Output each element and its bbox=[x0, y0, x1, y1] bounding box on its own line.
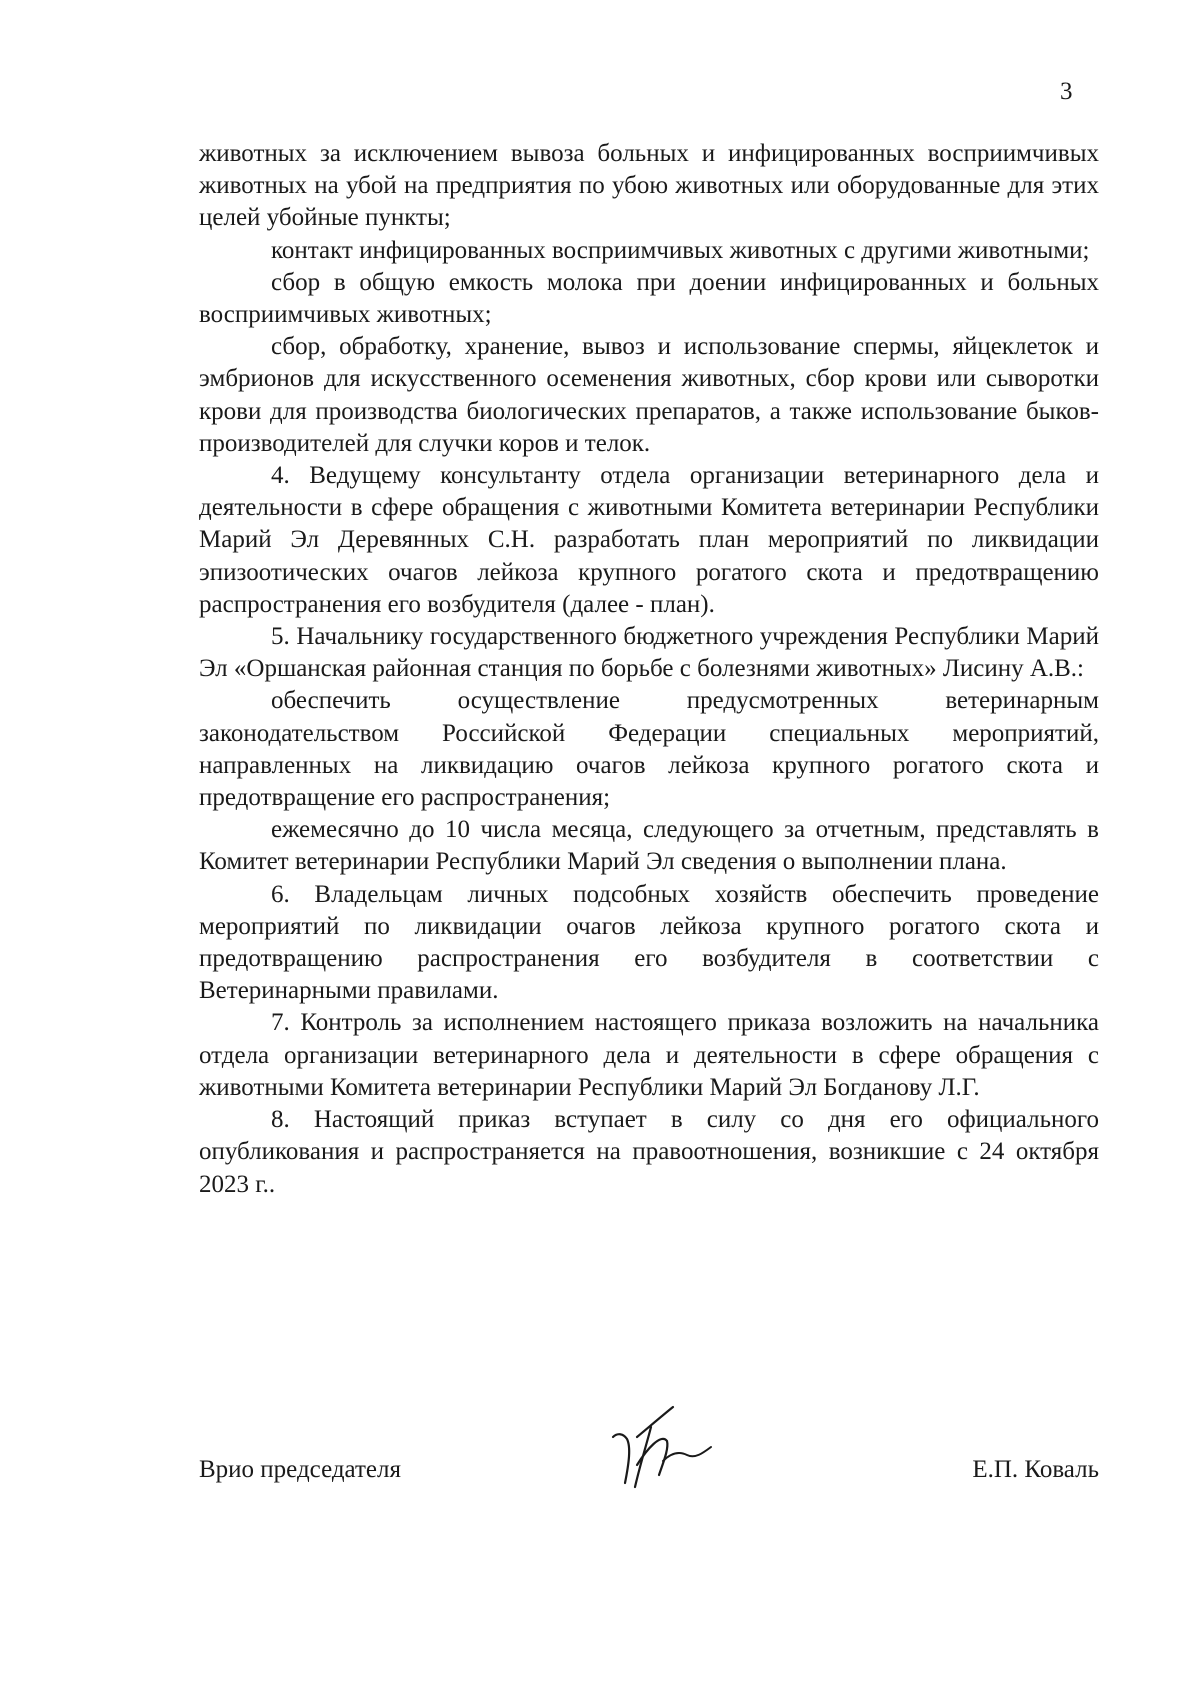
signatory-name: Е.П. Коваль bbox=[972, 1456, 1099, 1483]
paragraph-continuation: животных за исключением вывоза больных и инфицированных восприимчивых животных на убой на предприятия по убою животных или оборудованные для этих целей убойные пункты; bbox=[199, 140, 1099, 232]
paragraph-sperm-restriction: сбор, обработку, хранение, вывоз и использование спермы, яйцеклеток и эмбрионов для искусственного осеменения животных, сбор крови или сыворотки крови для производства биологических препаратов, а также использование быков-производителей для случки коров и телок. bbox=[199, 333, 1099, 457]
document-body bbox=[199, 138, 1099, 1201]
signature-block bbox=[199, 1438, 1099, 1528]
paragraph-milk-restriction: сбор в общую емкость молока при доении инфицированных и больных восприимчивых животных; bbox=[199, 268, 1099, 329]
paragraph-item-7: 7. Контроль за исполнением настоящего приказа возложить на начальника отдела организации ветеринарного дела и деятельности в сфере обращения с животными Комитета ветеринарии Республики Марий Эл Богданову Л.Г. bbox=[199, 1009, 1099, 1101]
paragraph-item-5-ensure: обеспечить осуществление предусмотренных ветеринарным законодательством Российской Федерации специальных мероприятий, направленных на ликвидацию очагов лейкоза крупного рогатого скота и предотвращение его распространения; bbox=[199, 687, 1099, 812]
handwritten-signature bbox=[607, 1403, 717, 1498]
paragraph-item-5: 5. Начальнику государственного бюджетного учреждения Республики Марий Эл «Оршанская районная станция по борьбе с болезнями животных» Лисину А.В.: bbox=[199, 623, 1099, 683]
paragraph-item-8: 8. Настоящий приказ вступает в силу со дня его официального опубликования и распространяется на правоотношения, возникшие с 24 октября 2023 г.. bbox=[199, 1106, 1099, 1198]
signatory-position: Врио председателя bbox=[199, 1456, 402, 1483]
paragraph-item-6: 6. Владельцам личных подсобных хозяйств обеспечить проведение мероприятий по ликвидации очагов лейкоза крупного рогатого скота и предотвращению распространения его возбудителя в соответствии с Ветеринарными правилами. bbox=[199, 880, 1099, 1005]
page-number: 3 bbox=[1060, 78, 1073, 105]
paragraph-contact-restriction: контакт инфицированных восприимчивых животных с другими животными; bbox=[271, 236, 1090, 264]
paragraph-item-5-monthly: ежемесячно до 10 числа месяца, следующего за отчетным, представлять в Комитет ветеринарии Республики Марий Эл сведения о выполнении плана. bbox=[199, 816, 1099, 876]
paragraph-item-4: 4. Ведущему консультанту отдела организации ветеринарного дела и деятельности в сфере обращения с животными Комитета ветеринарии Республики Марий Эл Деревянных С.Н. разработать план мероприятий по ликвидации эпизоотических очагов лейкоза крупного рогатого скота и предотвращению распространения его возбудителя (далее - план). bbox=[199, 462, 1099, 618]
